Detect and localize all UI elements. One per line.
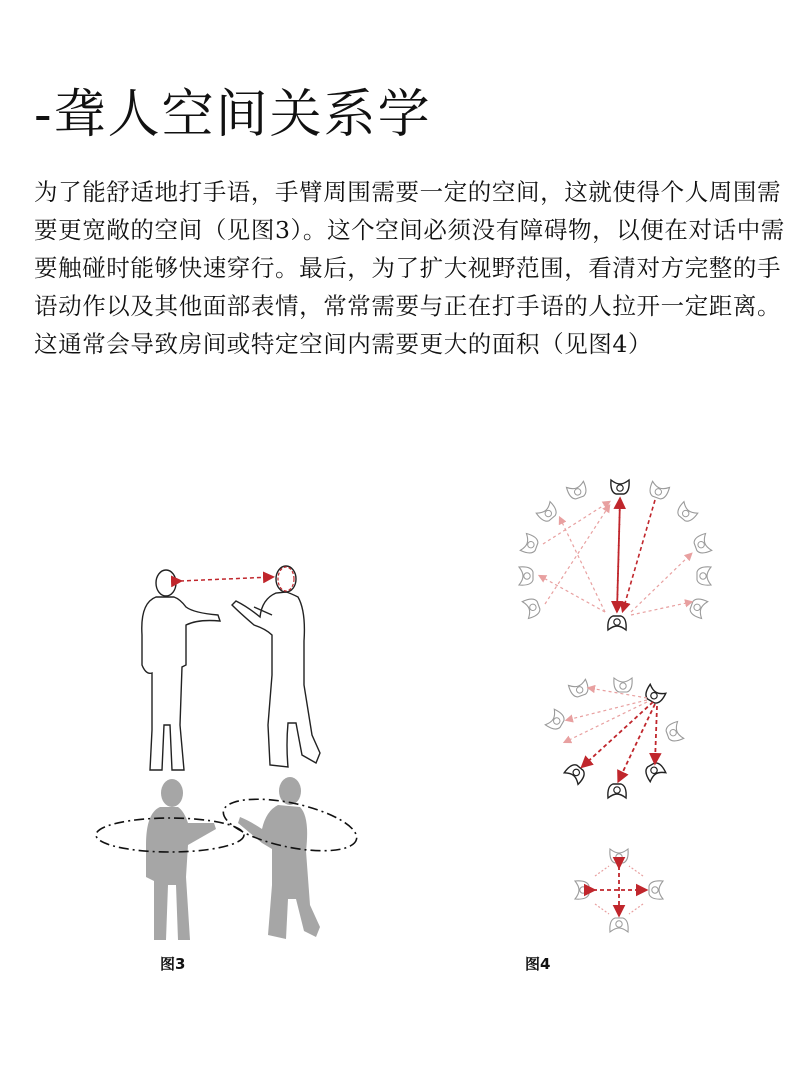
eye-line-arrow (180, 577, 272, 581)
sightline-diagram-semicircle (519, 480, 712, 630)
head-highlight (278, 567, 294, 591)
figure-3-illustration (90, 555, 390, 955)
sightline-diagram-cluster (545, 678, 684, 798)
figure-4-illustration (505, 470, 745, 950)
figure-3-caption: 图3 (160, 955, 186, 973)
signer-left-silhouette (146, 779, 216, 940)
sightline-diagram-four (575, 849, 663, 932)
body-paragraph: 为了能舒适地打手语，手臂周围需要一定的空间，这就使得个人周围需要更宽敞的空间（见图3）。这个空间必须没有障碍物，以便在对话中需要触碰时能够快速穿行。最后，为了扩大视野范围，看清对方完整的手语动作以及其他面部表情，常常需要与正在打手语的人拉开一定距离。这通常会导致房间或特定空间内需要更大的面积（见图4） (34, 178, 785, 358)
signer-left-outline (142, 570, 220, 770)
page-title: -聋人空间关系学 (34, 85, 432, 145)
figure-4-caption: 图4 (525, 955, 551, 973)
signer-right-outline (232, 566, 320, 767)
